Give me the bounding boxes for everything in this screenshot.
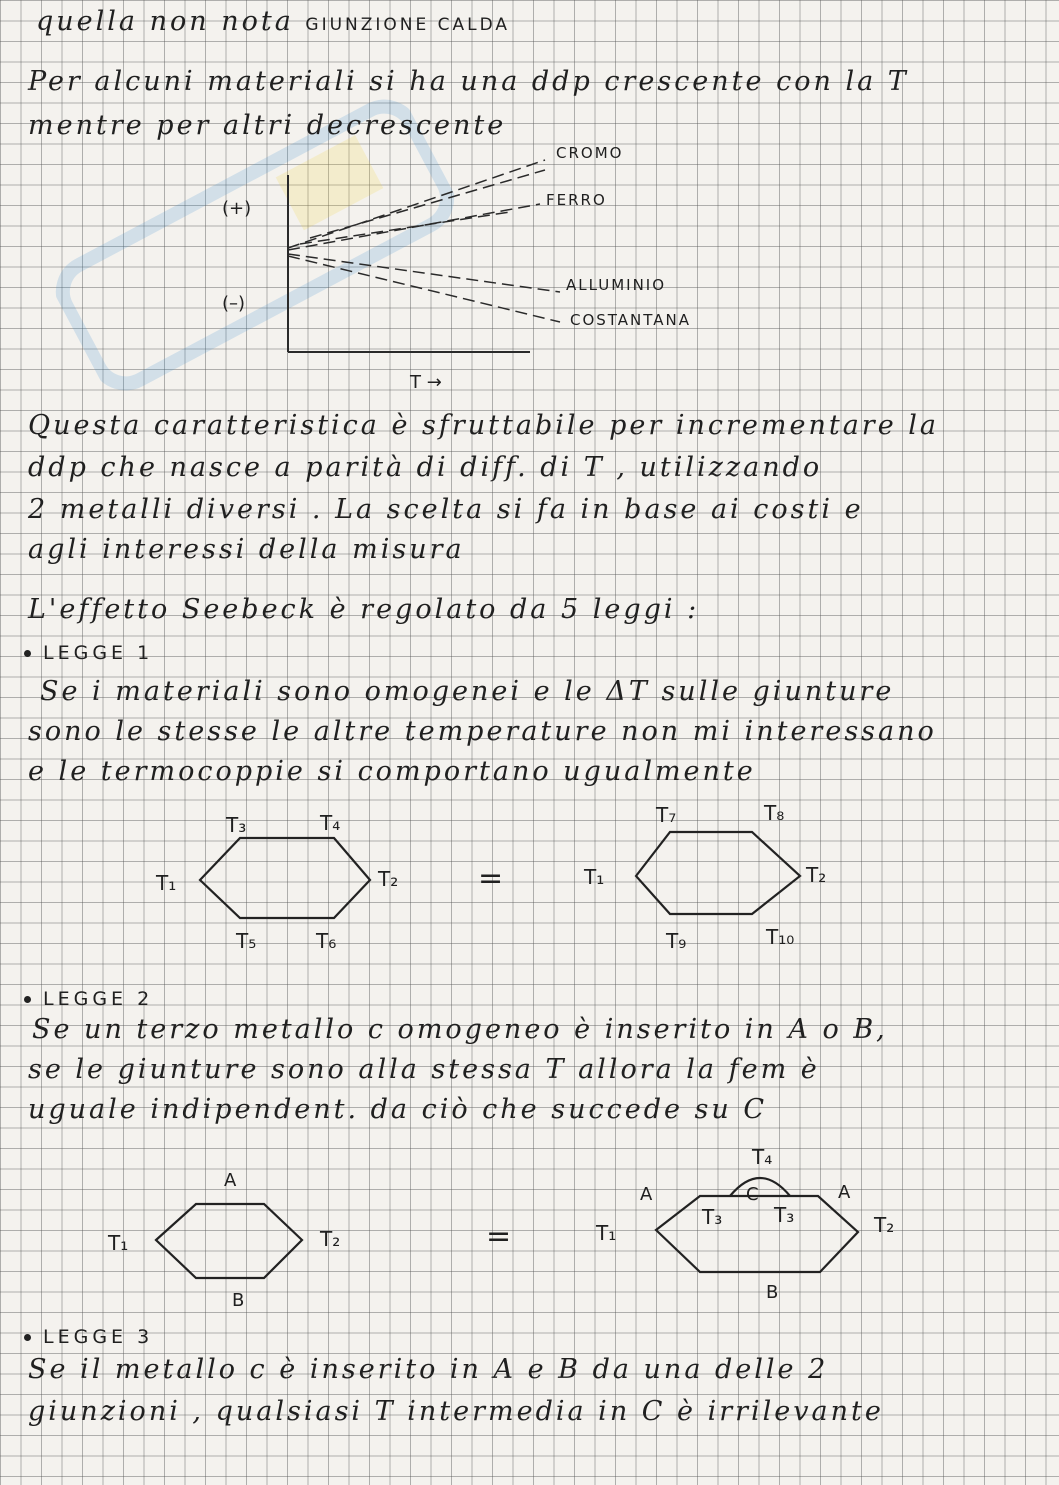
label-a-right-2: A	[838, 1182, 851, 1203]
label-t1-right: T₁	[584, 865, 605, 889]
line-1-text: quella non nota	[36, 6, 294, 37]
legge-3-heading	[24, 1326, 153, 1348]
label-t9: T₉	[666, 929, 687, 953]
label-a-right-1: A	[640, 1184, 653, 1205]
label-t10: T₁₀	[766, 925, 795, 949]
equals-sign-2: =	[486, 1219, 512, 1254]
left-circuit-hexagon	[156, 1204, 302, 1278]
text-line-11: e le termocoppie si comportano ugualmente	[28, 756, 756, 787]
text-line-16: giunzioni , qualsiasi T intermedia in C è irrilevante	[28, 1396, 884, 1427]
series-label-alluminio: ALLUMINIO	[566, 276, 667, 294]
label-t7: T₇	[656, 803, 677, 827]
label-t8: T₈	[764, 801, 785, 825]
equals-sign: =	[478, 861, 504, 896]
label-t2-left: T₂	[378, 867, 399, 891]
right-circuit-hexagon	[656, 1196, 858, 1272]
text-line-13: se le giunture sono alla stessa T allora la fem è	[28, 1054, 820, 1085]
graph-pos-label: (+)	[222, 198, 252, 219]
series-label-costantana: COSTANTANA	[570, 311, 692, 329]
text-line-9: Se i materiali sono omogenei e le ΔT sulle giunture	[40, 676, 895, 707]
label-b-right: B	[766, 1282, 779, 1303]
label-t1-legge2-left: T₁	[108, 1231, 129, 1255]
label-t3: T₃	[226, 813, 247, 837]
text-line-3: mentre per altri decrescente	[28, 110, 507, 141]
label-t1-legge2-right: T₁	[596, 1221, 617, 1245]
legge-1-title: LEGGE 1	[43, 642, 154, 664]
text-line-8: L'effetto Seebeck è regolato da 5 leggi :	[28, 594, 700, 625]
text-line-2: Per alcuni materiali si ha una ddp crescente con la T	[28, 66, 909, 97]
text-line-5: ddp che nasce a parità di diff. di T , utilizzando	[28, 452, 823, 483]
label-t2-legge2-right: T₂	[874, 1213, 895, 1237]
series-label-cromo: CROMO	[556, 144, 624, 162]
text-line-10: sono le stesse le altre temperature non mi interessano	[28, 716, 937, 747]
label-t1-left: T₁	[156, 871, 177, 895]
label-t3-b: T₃	[774, 1203, 795, 1227]
label-b: B	[232, 1290, 245, 1311]
label-c: C	[746, 1184, 759, 1205]
label-t3-a: T₃	[702, 1205, 723, 1229]
graph-x-label: T →	[410, 372, 442, 393]
series-label-ferro: FERRO	[546, 191, 607, 209]
text-line-6: 2 metalli diversi . La scelta si fa in base ai costi e	[28, 494, 864, 525]
label-t2-legge2-left: T₂	[320, 1227, 341, 1251]
label-t6: T₆	[316, 929, 337, 953]
label-t2-right: T₂	[806, 863, 827, 887]
text-line-14: uguale indipendent. da ciò che succede su C	[28, 1094, 768, 1125]
label-t4-legge2: T₄	[752, 1145, 773, 1169]
bullet-icon	[24, 1334, 31, 1341]
text-line-7: agli interessi della misura	[28, 534, 465, 565]
text-line-12: Se un terzo metallo c omogeneo è inserito in A o B,	[32, 1014, 888, 1045]
text-line-15: Se il metallo c è inserito in A e B da una delle 2	[28, 1354, 829, 1385]
legge-2-title: LEGGE 2	[43, 988, 154, 1010]
label-t5: T₅	[236, 929, 257, 953]
legge-3-title: LEGGE 3	[43, 1326, 154, 1348]
label-a: A	[224, 1170, 237, 1191]
label-t4: T₄	[320, 811, 341, 835]
giunzione-calda-label: GIUNZIONE CALDA	[305, 15, 511, 35]
graph-neg-label: (–)	[222, 293, 246, 314]
text-line-4: Questa caratteristica è sfruttabile per incrementare la	[28, 410, 939, 441]
third-metal-c-loop	[730, 1178, 790, 1196]
